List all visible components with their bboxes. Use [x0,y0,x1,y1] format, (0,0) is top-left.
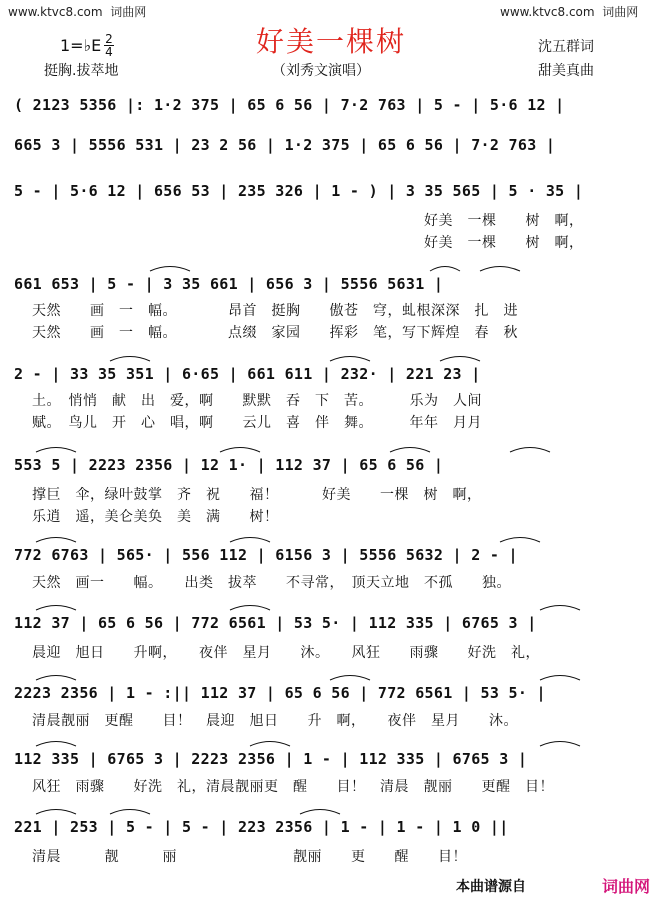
site-brand-left[interactable]: 词曲网 [110,5,147,19]
lyric-line-10: 风狂 雨骤 好洗 礼，清晨靓丽更 醒 目！ 清晨 靓丽 更醒 目！ [32,779,554,795]
lyric-line-7: 天然 画一 幅。 出类 拔萃 不寻常， 顶天立地 不孤 独。 [32,575,511,591]
lyric-line-4a: 天然 画 一 幅。 昂首 挺胸 傲苍 穹，虬根深深 扎 进 [32,303,518,319]
song-title: 好美一棵树 [255,25,406,58]
lyric-line-5a: 土。 悄悄 献 出 爱，啊 默默 吞 下 苦。 乐为 人间 [32,393,482,409]
score-line-11: 221 | 253 | 5 - | 5 - | 223 2356 | 1 - | 1 - | 1 0 || [14,818,509,836]
score-line-7: 772 6763 | 565· | 556 112 | 6156 3 | 5556 5632 | 2 - | [14,546,518,564]
score-line-8: 112 37 | 65 6 56 | 772 6561 | 53 5· | 112 335 | 6765 3 | [14,614,537,632]
lyric-line-4b: 天然 画 一 幅。 点缀 家园 挥彩 笔，写下辉煌 春 秋 [32,325,518,341]
score-line-10: 112 335 | 6765 3 | 2223 2356 | 1 - | 112 335 | 6765 3 | [14,750,528,768]
lyric-line-9: 清晨靓丽 更醒 目！ 晨迎 旭日 升 啊， 夜伴 星月 沐。 [32,713,518,729]
lyric-line-3a: 好美 一棵 树 啊， [424,213,584,229]
score-line-5: 2 - | 33 35 351 | 6·65 | 661 611 | 232· | 221 23 | [14,365,481,383]
lyric-line-6b: 乐逍 遥，美仑美奂 美 满 树！ [32,509,279,525]
lyric-line-5b: 赋。 鸟儿 开 心 唱，啊 云儿 喜 伴 舞。 年年 月月 [32,415,482,431]
site-url-left[interactable]: www.ktvc8.com 词曲网 [8,5,147,19]
performer: （刘秀文演唱） [272,63,370,79]
site-logo[interactable]: 词曲网 [602,877,651,896]
score-line-3: 5 - | 5·6 12 | 656 53 | 235 326 | 1 - ) | 3 35 565 | 5 · 35 | [14,182,584,200]
score-line-6: 553 5 | 2223 2356 | 12 1· | 112 37 | 65 6 56 | [14,456,444,474]
site-brand-right[interactable]: 词曲网 [602,5,639,19]
expression-mark: 挺胸.拔萃地 [44,63,119,79]
key-signature: 1=♭E [60,36,102,55]
composer: 甜美真曲 [538,63,594,79]
lyric-line-3b: 好美 一棵 树 啊， [424,235,584,251]
time-signature: $\frac{2}{4}$ [105,32,113,59]
lyricist: 沈五群词 [538,39,594,55]
score-line-4: 661 653 | 5 - | 3 35 661 | 656 3 | 5556 5631 | [14,275,444,293]
score-line-9: 2223 2356 | 1 - :|| 112 37 | 65 6 56 | 772 6561 | 53 5· | [14,684,546,702]
score-line-2: 665 3 | 5556 531 | 23 2 56 | 1·2 375 | 65 6 56 | 7·2 763 | [14,136,556,154]
site-url-right[interactable]: www.ktvc8.com 词曲网 [500,5,639,19]
lyric-line-11: 清晨 靓 丽 靓丽 更 醒 目！ [32,849,467,865]
lyric-line-8: 晨迎 旭日 升啊， 夜伴 星月 沐。 风狂 雨骤 好洗 礼， [32,645,540,661]
source-note: 本曲谱源自 [456,879,526,895]
lyric-line-6a: 撑巨 伞，绿叶鼓掌 齐 祝 福！ 好美 一棵 树 啊， [32,487,482,503]
score-line-1: ( 2123 5356 |: 1·2 375 | 65 6 56 | 7·2 763 | 5 - | 5·6 12 | [14,96,565,114]
